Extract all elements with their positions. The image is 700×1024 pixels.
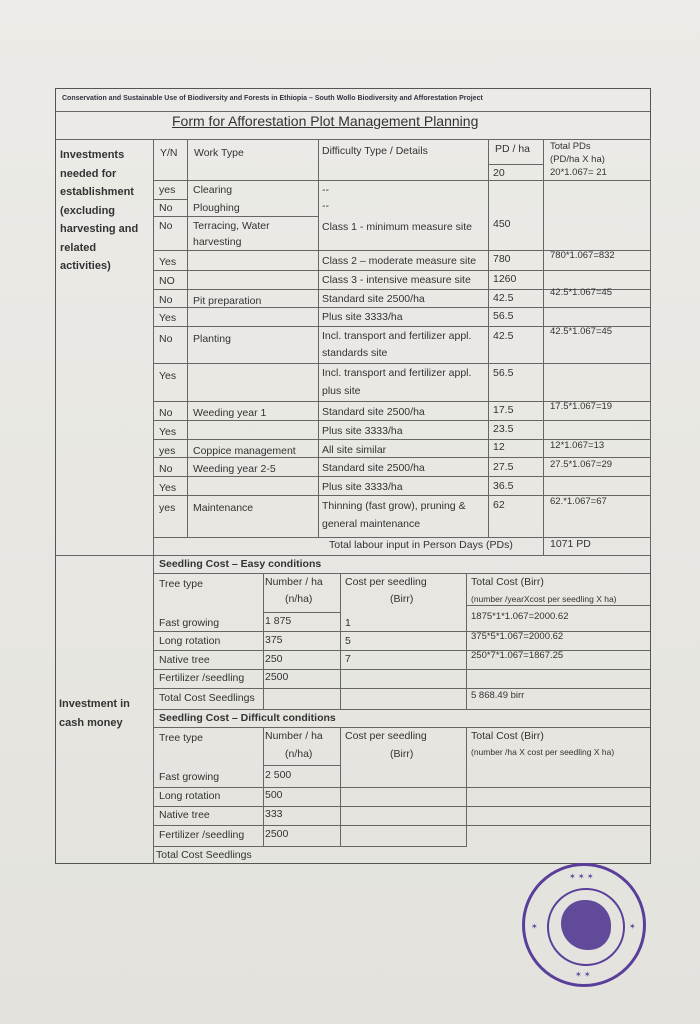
table-row: Fast growing (159, 771, 220, 783)
project-header: Conservation and Sustainable Use of Biodiversity and Forests in Ethiopia – South Wollo Biodiversity and Afforestation Project (62, 95, 483, 102)
easy-total-value: 5 868.49 birr (471, 690, 525, 701)
total-pd-value: 42.5*1.067=45 (550, 326, 613, 337)
form-title: Form for Afforestation Plot Management Planning (172, 113, 479, 129)
table-row: Fertilizer /seedling (159, 829, 245, 841)
work-type: Pit preparation (193, 295, 262, 307)
pd-value: 12 (493, 441, 505, 453)
table-cell: 375 (265, 634, 283, 646)
work-type: Coppice management (193, 445, 296, 457)
table-row: Fertilizer /seedling (159, 672, 245, 684)
difficulty: Plus site 3333/ha (322, 481, 403, 493)
yn-value: Yes (159, 482, 177, 494)
pd-value: 1260 (493, 273, 517, 285)
difficulty: Plus site 3333/ha (322, 425, 403, 437)
yn-value: Yes (159, 426, 177, 438)
difficulty: Incl. transport and fertilizer appl. (322, 367, 472, 379)
difficulty: Thinning (fast grow), pruning & (322, 500, 466, 512)
pd-value: 23.5 (493, 423, 514, 435)
easy-header-num: Number / ha (265, 576, 323, 588)
total-pd-value: 42.5*1.067=45 (550, 287, 613, 298)
easy-header-cost: Cost per seedling (345, 576, 427, 588)
difficulty: Class 2 – moderate measure site (322, 255, 477, 267)
pd-value: 42.5 (493, 330, 514, 342)
easy-header-total: Total Cost (Birr) (471, 576, 544, 588)
header-total-pds-sub: (PD/ha X ha) (550, 154, 605, 165)
difficulty: Class 1 - minimum measure site (322, 221, 472, 233)
table-cell: 375*5*1.067=2000.62 (471, 631, 564, 642)
difficulty: Standard site 2500/ha (322, 462, 425, 474)
total-pd-value: 17.5*1.067=19 (550, 401, 613, 412)
pd-value: 56.5 (493, 367, 514, 379)
difficulty: Class 3 - intensive measure site (322, 274, 471, 286)
easy-title: Seedling Cost – Easy conditions (159, 558, 322, 570)
pd-value: 27.5 (493, 461, 514, 473)
difficulty-cont: plus site (322, 385, 361, 397)
difficulty: Incl. transport and fertilizer appl. (322, 330, 472, 342)
table-cell: 2500 (265, 828, 289, 840)
table-row: Fast growing (159, 617, 220, 629)
investments-label: Investments needed for establishment (excluding harvesting and related activities) (60, 149, 139, 272)
table-row: Long rotation (159, 635, 221, 647)
total-pd-value: 780*1.067=832 (550, 250, 615, 261)
difficult-header-num: Number / ha (265, 730, 323, 742)
difficult-header-num-sub: (n/ha) (285, 748, 313, 760)
header-yn: Y/N (160, 147, 178, 159)
work-type: Planting (193, 333, 231, 345)
total-pd-value: 27.5*1.067=29 (550, 459, 613, 470)
table-row: Long rotation (159, 790, 221, 802)
yn-value: Yes (159, 256, 177, 268)
difficulty-cont: standards site (322, 347, 388, 359)
difficult-header-cost: Cost per seedling (345, 730, 427, 742)
difficult-header-type: Tree type (159, 732, 203, 744)
difficult-header-total-sub: (number /ha X cost per seedling X ha) (471, 747, 615, 757)
table-cell: 7 (345, 653, 351, 665)
yn-value: No (159, 333, 173, 345)
table-cell: 5 (345, 635, 351, 647)
work-type: Weeding year 2-5 (193, 463, 276, 475)
table-cell: 2500 (265, 671, 289, 683)
total-labour-label: Total labour input in Person Days (PDs) (329, 539, 513, 551)
easy-total-label: Total Cost Seedlings (159, 692, 255, 704)
table-row: Native tree (159, 654, 210, 666)
yn-value: No (159, 463, 173, 475)
yn-value: Yes (159, 312, 177, 324)
header-total-pds: Total PDs (550, 141, 591, 152)
work-type: Weeding year 1 (193, 407, 267, 419)
pd-value: 36.5 (493, 480, 514, 492)
difficulty-cont: general maintenance (322, 518, 421, 530)
work-type: Ploughing (193, 202, 240, 214)
table-cell: 1 875 (265, 615, 292, 627)
table-cell: 2 500 (265, 769, 292, 781)
yn-value: yes (159, 184, 176, 196)
difficulty: Plus site 3333/ha (322, 311, 403, 323)
easy-header-type: Tree type (159, 578, 203, 590)
easy-header-cost-sub: (Birr) (390, 593, 414, 605)
table-cell: 1875*1*1.067=2000.62 (471, 611, 569, 622)
yn-value: Yes (159, 370, 177, 382)
pd-value: 780 (493, 253, 511, 265)
total-labour-value: 1071 PD (550, 538, 591, 550)
pd-value: 56.5 (493, 310, 514, 322)
work-type: Terracing, Water (193, 220, 270, 232)
yn-value: yes (159, 502, 176, 514)
table-cell: 250*7*1.067=1867.25 (471, 650, 564, 661)
pd-value: 450 (493, 218, 511, 230)
difficult-title: Seedling Cost – Difficult conditions (159, 712, 336, 724)
total-pd-value: 12*1.067=13 (550, 440, 605, 451)
official-stamp-icon: ✶ ✶ ✶ ✶ ✶ ✶ ✶ (522, 863, 646, 987)
pd-value: 20 (493, 167, 505, 179)
table-cell: 250 (265, 653, 283, 665)
difficulty: All site similar (322, 444, 387, 456)
investment-cash-label: Investment in cash money (59, 698, 130, 729)
pd-value: 17.5 (493, 404, 514, 416)
work-type-cont: harvesting (193, 236, 242, 248)
easy-header-num-sub: (n/ha) (285, 593, 313, 605)
difficult-header-cost-sub: (Birr) (390, 748, 414, 760)
easy-header-total-sub: (number /yearXcost per seedling X ha) (471, 594, 617, 604)
total-pd-value: 20*1.067= 21 (550, 167, 607, 178)
yn-value: NO (159, 275, 175, 287)
difficulty: -- (322, 184, 329, 196)
table-cell: 500 (265, 789, 283, 801)
total-pd-value: 62.*1.067=67 (550, 496, 607, 507)
pd-value: 62 (493, 499, 505, 511)
pd-value: 42.5 (493, 292, 514, 304)
header-work-type: Work Type (194, 147, 244, 159)
difficulty: -- (322, 200, 329, 212)
table-row: Native tree (159, 809, 210, 821)
header-difficulty: Difficulty Type / Details (322, 145, 428, 157)
yn-value: No (159, 294, 173, 306)
yn-value: No (159, 220, 173, 232)
table-cell: 1 (345, 617, 351, 629)
difficult-total-label: Total Cost Seedlings (156, 849, 252, 861)
header-pd-ha: PD / ha (495, 143, 531, 155)
yn-value: No (159, 202, 173, 214)
yn-value: No (159, 407, 173, 419)
difficulty: Standard site 2500/ha (322, 406, 425, 418)
yn-value: yes (159, 445, 176, 457)
work-type: Clearing (193, 184, 233, 196)
table-cell: 333 (265, 808, 283, 820)
difficulty: Standard site 2500/ha (322, 293, 425, 305)
difficult-header-total: Total Cost (Birr) (471, 730, 544, 742)
work-type: Maintenance (193, 502, 254, 514)
